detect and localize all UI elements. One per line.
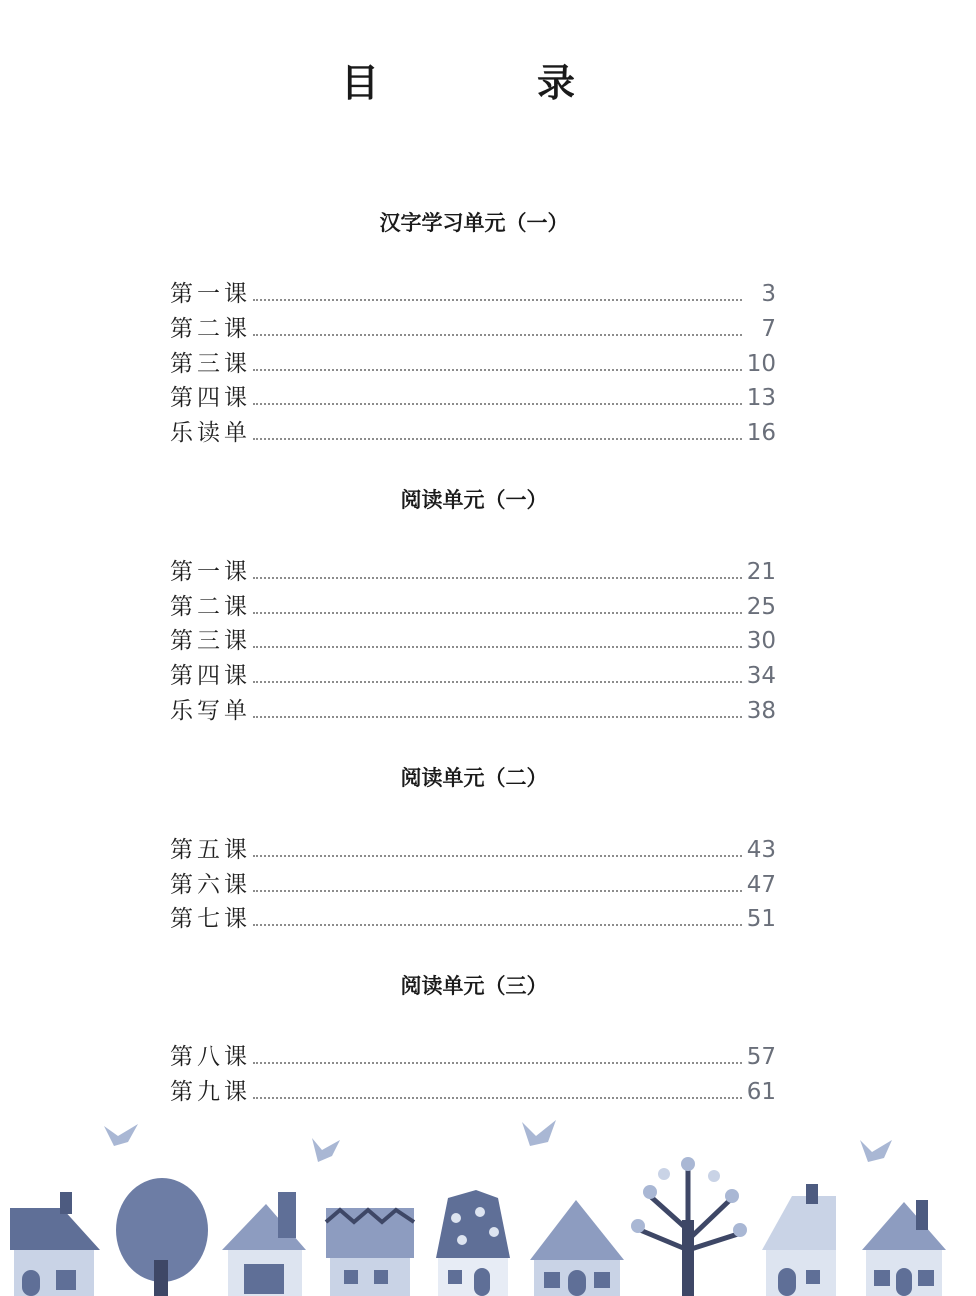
dot-leader [253, 333, 742, 336]
dot-leader [253, 680, 742, 683]
house-icon [10, 1192, 100, 1296]
entry-page: 21 [746, 559, 776, 585]
entry-label: 第五课 [170, 837, 251, 863]
entry-label: 第一课 [170, 281, 251, 307]
dot-leader [253, 715, 742, 718]
unit-heading: 阅读单元（二） [400, 765, 548, 790]
toc-entry[interactable] [170, 899, 776, 931]
town-illustration [0, 1100, 976, 1296]
entry-page: 57 [746, 1044, 776, 1070]
dot-leader [253, 368, 742, 371]
entry-page: 10 [746, 351, 776, 377]
house-icon [326, 1208, 414, 1296]
toc-entry[interactable] [170, 378, 776, 410]
entry-label: 第八课 [170, 1044, 251, 1070]
entry-label: 第一课 [170, 559, 251, 585]
entry-label: 第七课 [170, 906, 251, 932]
entry-page: 16 [746, 420, 776, 446]
bird-icon [522, 1120, 556, 1146]
dot-leader [253, 298, 742, 301]
entry-label: 第三课 [170, 628, 251, 654]
dot-leader [253, 402, 742, 405]
dot-leader [253, 645, 742, 648]
bird-icon [860, 1140, 892, 1162]
entry-label: 第四课 [170, 663, 251, 689]
dot-leader [253, 889, 742, 892]
entry-label: 第四课 [170, 385, 251, 411]
toc-entry[interactable] [170, 309, 776, 341]
entry-label: 第六课 [170, 872, 251, 898]
entry-label: 第三课 [170, 351, 251, 377]
dot-leader [253, 576, 742, 579]
dot-leader [253, 923, 742, 926]
entry-page: 34 [746, 663, 776, 689]
entry-page: 3 [761, 281, 776, 307]
entry-page: 7 [761, 316, 776, 342]
entry-label: 乐读单 [170, 420, 251, 446]
toc-entry[interactable] [170, 1037, 776, 1069]
toc-entry[interactable] [170, 621, 776, 653]
dot-leader [253, 611, 742, 614]
toc-entry[interactable] [170, 274, 776, 306]
page-title: 目 录 [340, 60, 635, 105]
unit-heading: 汉字学习单元（一） [379, 210, 569, 235]
entry-page: 13 [746, 385, 776, 411]
house-icon [436, 1190, 510, 1296]
dot-leader [253, 854, 742, 857]
entry-page: 51 [746, 906, 776, 932]
entry-page: 25 [746, 594, 776, 620]
toc-entry[interactable] [170, 344, 776, 376]
bird-icon [312, 1138, 340, 1162]
entry-label: 第二课 [170, 316, 251, 342]
house-icon [530, 1200, 624, 1296]
entry-page: 38 [746, 698, 776, 724]
house-icon [862, 1200, 946, 1296]
toc-entry[interactable] [170, 830, 776, 862]
entry-page: 30 [746, 628, 776, 654]
tree-icon [631, 1157, 747, 1296]
unit-heading: 阅读单元（三） [400, 973, 548, 998]
unit-heading: 阅读单元（一） [400, 487, 548, 512]
dot-leader [253, 1061, 742, 1064]
bird-icon [104, 1124, 138, 1146]
entry-page: 47 [746, 872, 776, 898]
toc-entry[interactable] [170, 587, 776, 619]
toc-entry[interactable] [170, 413, 776, 445]
entry-label: 乐写单 [170, 698, 251, 724]
toc-entry[interactable] [170, 691, 776, 723]
toc-entry[interactable] [170, 552, 776, 584]
house-icon [222, 1192, 306, 1296]
entry-label: 第二课 [170, 594, 251, 620]
entry-page: 61 [746, 1079, 776, 1105]
dot-leader [253, 1096, 742, 1099]
toc-entry[interactable] [170, 656, 776, 688]
toc-entry[interactable] [170, 865, 776, 897]
house-icon [762, 1184, 836, 1296]
dot-leader [253, 437, 742, 440]
entry-label: 第九课 [170, 1079, 251, 1105]
entry-page: 43 [746, 837, 776, 863]
tree-icon [116, 1178, 208, 1296]
